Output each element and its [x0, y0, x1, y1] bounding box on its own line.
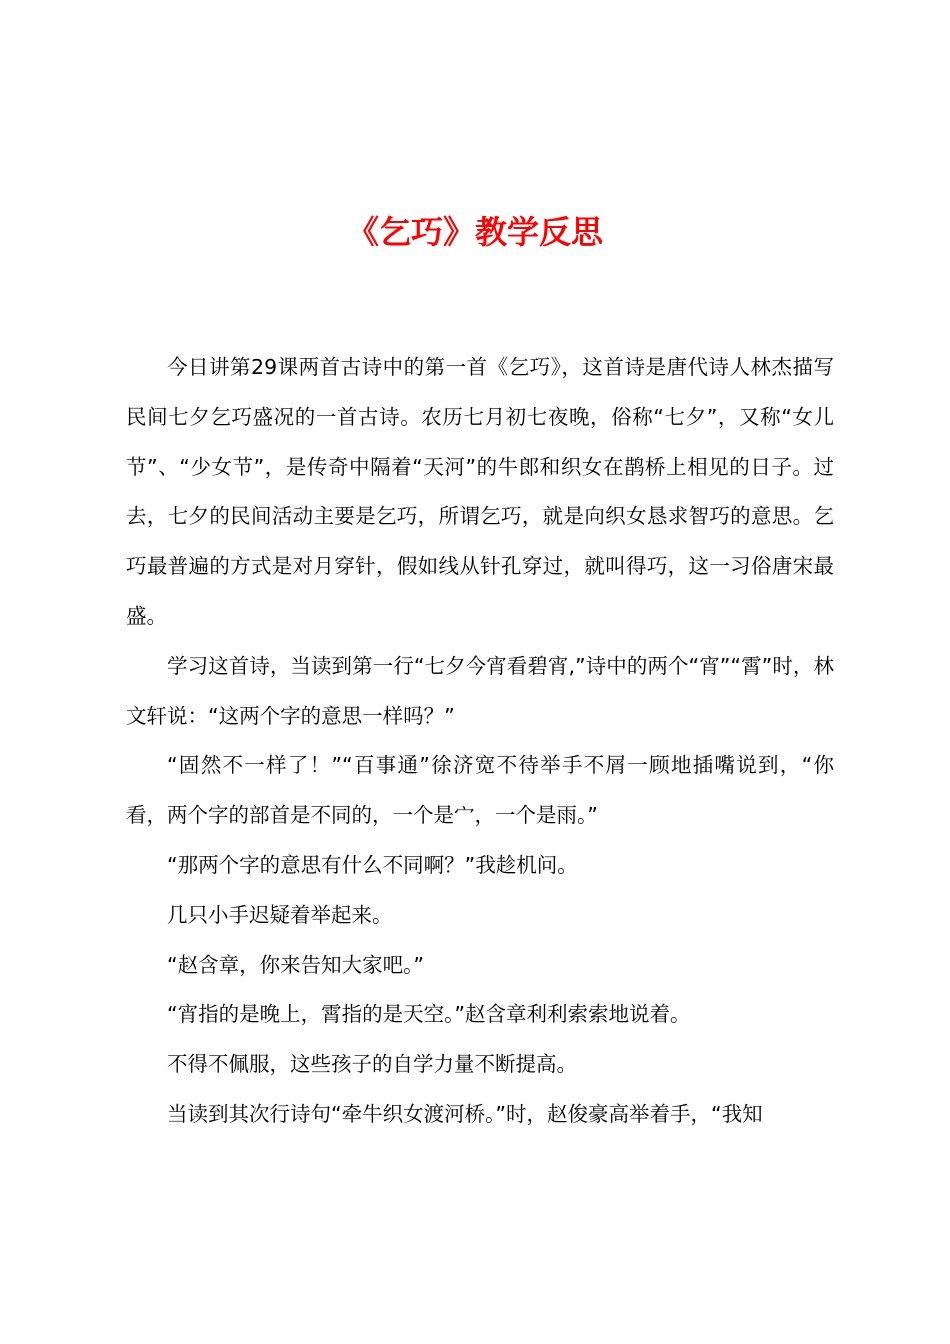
paragraph-hands-raised: 几只小手迟疑着举起来。 — [167, 902, 393, 927]
document-body — [126, 343, 834, 1140]
paragraph-second-line: 当读到其次行诗句“牵牛织女渡河桥。”时，赵俊豪高举着手，“我知 — [167, 1101, 763, 1126]
paragraph-call-student: “赵含章，你来告知大家吧。” — [167, 952, 424, 977]
paragraph-question: 学习这首诗，当读到第一行“七夕今宵看碧宵,”诗中的两个“宵”“霄”时，林文轩说：“这两个字的意思一样吗？” — [126, 653, 834, 728]
paragraph-intro: 今日讲第29课两首古诗中的第一首《乞巧》，这首诗是唐代诗人林杰描写民间七夕乞巧盛况的一首古诗。农历七月初七夜晚，俗称“七夕”，又称“女儿节”、“少女节”，是传奇中隔着“天河”的牛郎和织女在鹊桥上相见的日子。过去，七夕的民间活动主要是乞巧，所谓乞巧，就是向织女恳求智巧的意思。乞巧最普遍的方式是对月穿针，假如线从针孔穿过，就叫得巧，这一习俗唐宋最盛。 — [126, 355, 834, 628]
paragraph-teacher-question: “那两个字的意思有什么不同啊？”我趁机问。 — [167, 852, 578, 877]
paragraph-reflection: 不得不佩服，这些孩子的自学力量不断提高。 — [167, 1052, 577, 1077]
paragraph-student-answer: “宵指的是晚上，霄指的是天空。”赵含章利利索索地说着。 — [167, 1002, 691, 1027]
document-title: 《乞巧》教学反思 — [346, 213, 603, 251]
paragraph-answer-radicals: “固然不一样了！”“百事通”徐济宽不待举手不屑一顾地插嘴说到，“你看，两个字的部首是不同的，一个是宀，一个是雨。” — [126, 753, 834, 828]
